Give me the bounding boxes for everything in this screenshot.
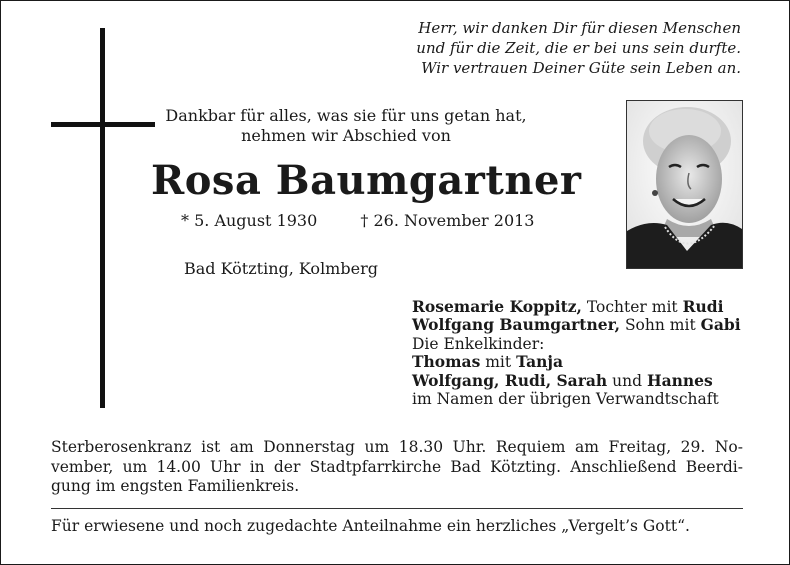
- residence-place: Bad Kötzting, Kolmberg: [184, 259, 378, 278]
- portrait-photo: [626, 100, 743, 269]
- verse-line: Herr, wir danken Dir für diesen Menschen: [418, 19, 741, 37]
- life-dates: [181, 211, 581, 231]
- notice-line: gung im engsten Familienkreis.: [51, 477, 300, 495]
- death-date: † 26. November 2013: [360, 211, 535, 230]
- thanks-note: Für erwiesene und noch zugedachte Anteilnahme ein herzliches „Vergelt’s Gott“.: [51, 517, 690, 535]
- mourner-line: Wolfgang Baumgartner, Sohn mit Gabi: [412, 315, 741, 335]
- mourner-line: Die Enkelkinder:: [412, 334, 545, 353]
- notice-line: Sterberosenkranz ist am Donnerstag um 18.30 Uhr. Requiem am Freitag, 29. No-: [51, 438, 743, 456]
- mourners-list: [412, 298, 741, 408]
- notice-line: vember, um 14.00 Uhr in der Stadtpfarrkirche Bad Kötzting. Anschließend Beerdi-: [51, 457, 743, 476]
- portrait-image: [627, 101, 742, 268]
- mourner-line: Thomas mit Tanja: [412, 352, 564, 372]
- mourner-line: im Namen der übrigen Verwandtschaft: [412, 390, 719, 409]
- verse-line: Wir vertrauen Deiner Güte sein Leben an.: [421, 59, 741, 77]
- divider-line: [51, 508, 743, 509]
- verse-line: und für die Zeit, die er bei uns sein durfte.: [416, 39, 741, 57]
- cross-vertical-bar: [100, 28, 105, 408]
- intro-line: Dankbar für alles, was sie für uns getan hat,: [165, 106, 527, 125]
- deceased-name: Rosa Baumgartner: [151, 157, 582, 204]
- mourner-line: Wolfgang, Rudi, Sarah und Hannes: [412, 370, 713, 390]
- farewell-intro: [151, 106, 541, 146]
- service-notice: [51, 438, 743, 497]
- intro-line: nehmen wir Abschied von: [241, 126, 451, 145]
- mourner-line: Rosemarie Koppitz, Tochter mit Rudi: [412, 297, 724, 316]
- cross-horizontal-bar: [51, 122, 155, 127]
- birth-date: * 5. August 1930: [181, 211, 318, 230]
- verse-quote: [416, 18, 741, 78]
